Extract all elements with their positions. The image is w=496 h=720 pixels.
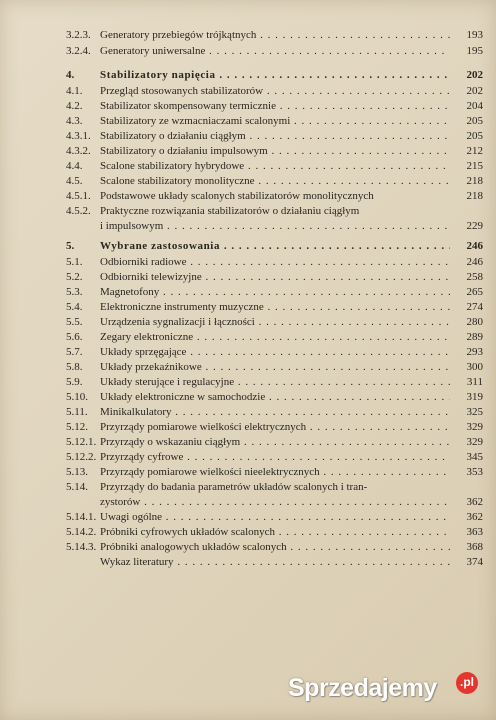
toc-page-number: 205: [466, 130, 483, 142]
toc-section-title: Przegląd stosowanych stabilizatorów . . .: [100, 84, 450, 98]
toc-row: [0, 465, 496, 479]
toc-page-number: 246: [466, 256, 483, 268]
toc-row: [0, 285, 496, 299]
toc-row: [0, 129, 496, 143]
toc-page-number: 329: [466, 421, 483, 433]
toc-row: [0, 114, 496, 128]
toc-row: [0, 375, 496, 389]
toc-row: [0, 204, 496, 218]
toc-page-number: 329: [466, 436, 483, 448]
toc-page-number: 218: [466, 190, 483, 202]
toc-row: [0, 44, 496, 58]
toc-section-number: 5.10.: [66, 391, 88, 403]
toc-page-number: 202: [466, 85, 483, 97]
toc-section-title: Układy przekaźnikowe . . .: [100, 360, 450, 374]
toc-section-number: 5.2.: [66, 271, 83, 283]
toc-section-title: Przyrządy pomiarowe wielkości nieelektrycznych . . .: [100, 465, 450, 479]
sprzedajemy-watermark: [288, 672, 484, 706]
toc-section-title: i impulsowym . . .: [100, 219, 450, 233]
toc-row: [0, 189, 496, 203]
toc-page-number: 325: [466, 406, 483, 418]
toc-section-title: Zegary elektroniczne . . .: [100, 330, 450, 344]
toc-section-title: Układy sterujące i regulacyjne . . .: [100, 375, 450, 389]
toc-section-title: Próbniki analogowych układów scalonych . . .: [100, 540, 450, 554]
toc-section-title: Przyrządy o wskazaniu ciągłym . . .: [100, 435, 450, 449]
toc-row: [0, 525, 496, 539]
toc-row: [0, 159, 496, 173]
toc-section-number: 5.7.: [66, 346, 83, 358]
toc-section-number: 3.2.3.: [66, 29, 91, 41]
toc-page-number: 212: [466, 145, 483, 157]
toc-page-number: 246: [466, 240, 483, 252]
toc-section-title: Generatory przebiegów trójkątnych . . .: [100, 28, 450, 42]
toc-page-number: 289: [466, 331, 483, 343]
toc-section-number: 4.: [66, 69, 75, 81]
toc-section-title: Scalone stabilizatory monolityczne . . .: [100, 174, 450, 188]
toc-row: [0, 555, 496, 569]
toc-page-number: 258: [466, 271, 483, 283]
toc-section-title: Odbiorniki radiowe . . .: [100, 255, 450, 269]
toc-page-number: 215: [466, 160, 483, 172]
toc-row: [0, 405, 496, 419]
toc-page-number: 293: [466, 346, 483, 358]
toc-page-number: 204: [466, 100, 483, 112]
toc-section-number: 5.14.1.: [66, 511, 97, 523]
toc-page-number: 362: [466, 511, 483, 523]
toc-page-number: 202: [466, 69, 483, 81]
toc-section-title: Wykaz literatury . . .: [100, 555, 450, 569]
watermark-text: Sprzedajemy: [288, 674, 437, 702]
toc-section-title: Uwagi ogólne . . .: [100, 510, 450, 524]
toc-row: [0, 435, 496, 449]
toc-row: [0, 345, 496, 359]
toc-row: [0, 219, 496, 233]
toc-section-title: Scalone stabilizatory hybrydowe . . .: [100, 159, 450, 173]
toc-section-number: 5.13.: [66, 466, 88, 478]
toc-row: [0, 450, 496, 464]
toc-page-number: 195: [466, 45, 483, 57]
toc-section-number: 4.3.1.: [66, 130, 91, 142]
toc-row: [0, 390, 496, 404]
toc-row: [0, 360, 496, 374]
toc-section-title: Stabilizator skompensowany termicznie . . .: [100, 99, 450, 113]
toc-section-title: Generatory uniwersalne . . .: [100, 44, 450, 58]
toc-section-title: Przyrządy cyfrowe . . .: [100, 450, 450, 464]
toc-section-title: Praktyczne rozwiązania stabilizatorów o działaniu ciągłym: [100, 205, 360, 217]
toc-section-title: Próbniki cyfrowych układów scalonych . . .: [100, 525, 450, 539]
toc-section-title: Układy sprzęgające . . .: [100, 345, 450, 359]
toc-section-title: Wybrane zastosowania . . .: [100, 239, 450, 253]
toc-row: [0, 84, 496, 98]
toc-row: [0, 270, 496, 284]
toc-section-number: 5.12.1.: [66, 436, 97, 448]
toc-page-number: 353: [466, 466, 483, 478]
toc-row: [0, 315, 496, 329]
toc-section-number: 5.4.: [66, 301, 83, 313]
toc-section-number: 5.14.: [66, 481, 88, 493]
toc-section-title: Przyrządy pomiarowe wielkości elektrycznych . . .: [100, 420, 450, 434]
toc-row: [0, 330, 496, 344]
toc-section-title: Minikalkulatory . . .: [100, 405, 450, 419]
toc-section-number: 5.14.3.: [66, 541, 97, 553]
toc-chapter-row: [0, 68, 496, 82]
toc-row: [0, 28, 496, 42]
toc-section-number: 5.5.: [66, 316, 83, 328]
toc-section-number: 5.6.: [66, 331, 83, 343]
toc-page-number: 274: [466, 301, 483, 313]
toc-page-number: 363: [466, 526, 483, 538]
toc-section-number: 5.14.2.: [66, 526, 97, 538]
toc-page-number: 362: [466, 496, 483, 508]
toc-section-number: 4.5.1.: [66, 190, 91, 202]
toc-section-title: Stabilizatory napięcia . . .: [100, 68, 450, 82]
toc-section-title: Stabilizatory ze wzmacniaczami scalonymi . . .: [100, 114, 450, 128]
toc-section-title: Przyrządy do badania parametrów układów scalonych i tran-: [100, 481, 368, 493]
toc-section-number: 5.3.: [66, 286, 83, 298]
toc-section-number: 5.12.: [66, 421, 88, 433]
toc-row: [0, 174, 496, 188]
toc-section-number: 4.5.: [66, 175, 83, 187]
toc-row: [0, 540, 496, 554]
toc-row: [0, 300, 496, 314]
toc-section-number: 4.2.: [66, 100, 83, 112]
toc-section-title: Elektroniczne instrumenty muzyczne . . .: [100, 300, 450, 314]
toc-page-number: 300: [466, 361, 483, 373]
toc-page-number: 345: [466, 451, 483, 463]
toc-section-title: zystorów . . .: [100, 495, 450, 509]
toc-section-number: 5.9.: [66, 376, 83, 388]
toc-section-number: 5.1.: [66, 256, 83, 268]
toc-section-number: 4.1.: [66, 85, 83, 97]
toc-section-number: 3.2.4.: [66, 45, 91, 57]
toc-section-title: Magnetofony . . .: [100, 285, 450, 299]
toc-section-title: Stabilizatory o działaniu ciągłym . . .: [100, 129, 450, 143]
toc-page-number: 319: [466, 391, 483, 403]
toc-row: [0, 480, 496, 494]
toc-page-number: 193: [466, 29, 483, 41]
toc-row: [0, 420, 496, 434]
toc-page-number: 229: [466, 220, 483, 232]
toc-section-number: 5.11.: [66, 406, 88, 418]
toc-page-number: 205: [466, 115, 483, 127]
toc-page-number: 218: [466, 175, 483, 187]
toc-section-number: 4.3.2.: [66, 145, 91, 157]
toc-row: [0, 495, 496, 509]
toc-section-title: Układy elektroniczne w samochodzie . . .: [100, 390, 450, 404]
toc-section-number: 5.: [66, 240, 75, 252]
toc-section-title: Urządzenia sygnalizacji i łączności . . .: [100, 315, 450, 329]
toc-section-number: 4.5.2.: [66, 205, 91, 217]
toc-page-number: 280: [466, 316, 483, 328]
toc-section-number: 4.4.: [66, 160, 83, 172]
toc-row: [0, 99, 496, 113]
toc-row: [0, 144, 496, 158]
toc-chapter-row: [0, 239, 496, 253]
toc-section-title: Podstawowe układy scalonych stabilizatorów monolitycznych: [100, 190, 374, 202]
toc-page-number: 368: [466, 541, 483, 553]
toc-section-number: 4.3.: [66, 115, 83, 127]
toc-section-title: Odbiorniki telewizyjne . . .: [100, 270, 450, 284]
toc-page-number: 311: [466, 376, 483, 388]
toc-section-title: Stabilizatory o działaniu impulsowym . . .: [100, 144, 450, 158]
toc-row: [0, 510, 496, 524]
toc-row: [0, 255, 496, 269]
toc-page-number: 265: [466, 286, 483, 298]
toc-page-number: 374: [466, 556, 483, 568]
watermark-badge-icon: .pl: [456, 672, 478, 694]
toc-section-number: 5.12.2.: [66, 451, 97, 463]
toc-section-number: 5.8.: [66, 361, 83, 373]
